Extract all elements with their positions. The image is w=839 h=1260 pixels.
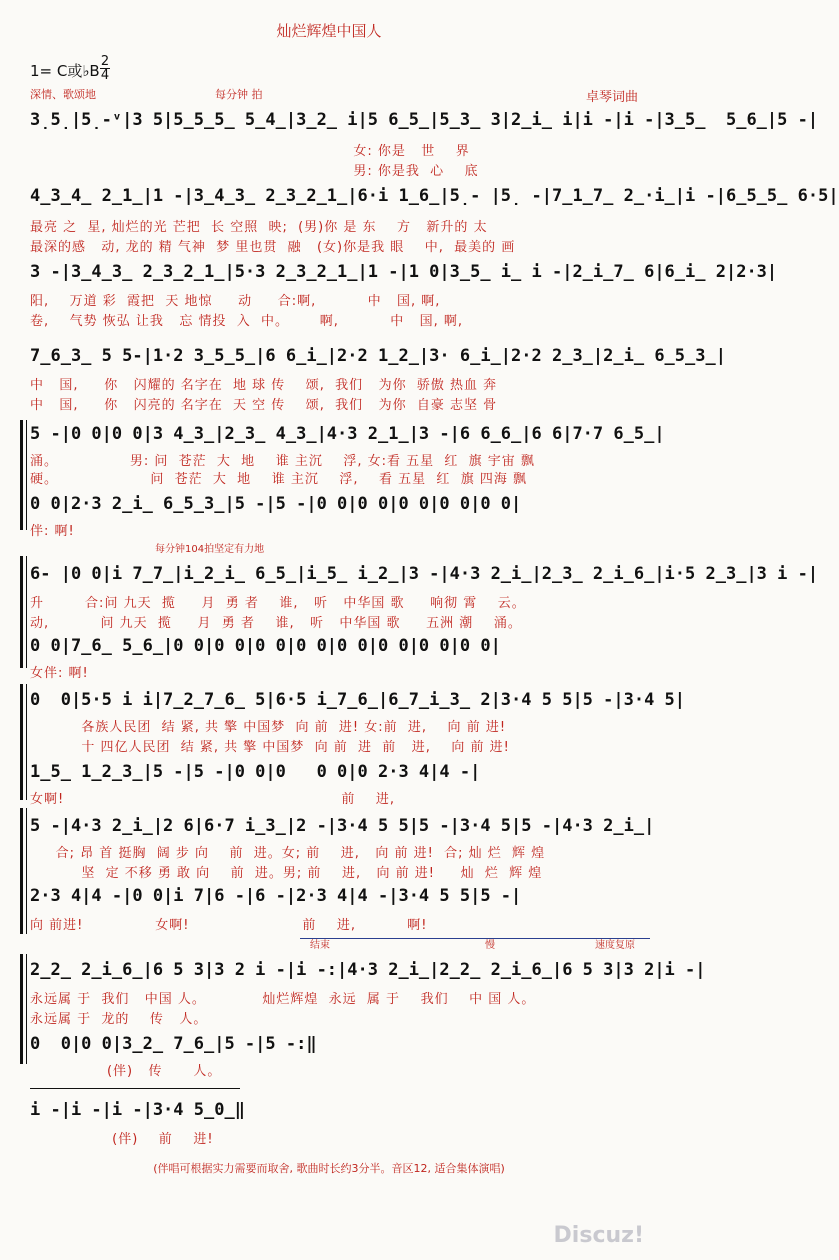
lyric-line-1: 向 前进! 女啊! 前 进, 啊!	[30, 918, 428, 933]
notation-line: 0 0|0 0|3̲2̲ 7̲6̲|5 -|5 -:‖	[30, 1034, 317, 1054]
lyric-line-2: 男: 你是我 心 底	[30, 164, 479, 179]
time-signature-bottom: 4	[100, 68, 110, 83]
lyric-line-1: 女啊! 前 进,	[30, 792, 396, 807]
notation-line: 3 -|3̲4̲3̲ 2̲3̲2̲1̲|5·3 2̲3̲2̲1̲|1 -|1 0|3̲5̲ i̲ i -|2̲i̲7̲ 6|6̲i̲ 2|2·3|	[30, 262, 778, 282]
key-signature: 1= C或♭B	[30, 62, 100, 80]
lyric-line-2: 坚 定 不移 勇 敢 向 前 进。男; 前 进, 向 前 进! 灿 烂 辉 煌	[30, 866, 543, 881]
ending-label-end: 结束	[310, 940, 330, 951]
tempo-mark-2: 每分钟104拍坚定有力地	[155, 544, 265, 555]
slur-line	[30, 1088, 240, 1089]
system-bracket	[20, 684, 29, 800]
lyric-line-1: 涌。 男: 问 苍茫 大 地 谁 主沉 浮, 女:看 五星 红 旗 宇宙 飘	[30, 454, 535, 469]
lyric-line-2: 中 国, 你 闪亮的 名字在 天 空 传 颂, 我们 为你 自豪 志坚 骨	[30, 398, 498, 413]
notation-line: i -|i -|i -|3·4 5̲0̲‖	[30, 1100, 245, 1120]
notation-line: 3̣5̣|5̣-ᵛ|3 5|5̲5̲5̲ 5̲4̲|3̲2̲ i|5 6̲5̲|5̲3̲ 3|2̲i̲ i|i -|i -|3̲5̲ 5̲6̲|5 -|	[30, 110, 819, 130]
system-bracket	[20, 808, 29, 934]
lyric-line-2: 卷, 气势 恢弘 让我 忘 情投 入 中。 啊, 中 国, 啊,	[30, 314, 464, 329]
time-signature	[100, 56, 110, 81]
lyric-line-1: 永远属 于 我们 中国 人。 灿烂辉煌 永远 属 于 我们 中 国 人。	[30, 992, 536, 1007]
notation-line: 6- |0 0|i 7̲7̲|i̲2̲i̲ 6̲5̲|i̲5̲ i̲2̲|3 -|4·3 2̲i̲|2̲3̲ 2̲i̲6̲|i·5 2̲3̲|3 i -|	[30, 564, 819, 584]
lyric-line-1: 女: 你是 世 界	[30, 144, 470, 159]
lyric-line-1: 伴: 啊!	[30, 524, 75, 539]
lyric-line-2: 硬。 问 苍茫 大 地 谁 主沉 浮, 看 五星 红 旗 四海 飘	[30, 472, 527, 487]
lyricist-credit: 卓琴词曲	[585, 90, 638, 105]
system-bracket	[20, 954, 29, 1064]
footnote: (伴唱可根据实力需要而取舍, 歌曲时长约3分半。音区12, 适合集体演唱)	[153, 1162, 505, 1175]
notation-line: 5 -|0 0|0 0|3 4̲3̲|2̲3̲ 4̲3̲|4·3 2̲1̲|3 -|6 6̲6̲|6 6|7·7 6̲5̲|	[30, 424, 665, 444]
notation-line: 0 0|2·3 2̲i̲ 6̲5̲3̲|5 -|5 -|0 0|0 0|0 0|0 0|0 0|	[30, 494, 522, 514]
system-bracket	[20, 420, 29, 530]
lyric-line-1: 升 合:问 九天 揽 月 勇 者 谁, 听 中华国 歌 响彻 霄 云。	[30, 596, 526, 611]
page-title: 灿烂辉煌中国人	[276, 22, 382, 40]
ending-bracket	[300, 938, 650, 949]
ending-label-slow: 慢	[485, 940, 495, 951]
notation-line: 2̲2̲ 2̲i̲6̲|6 5 3|3 2 i -|i -:|4·3 2̲i̲|2̲2̲ 2̲i̲6̲|6 5 3|3 2|i -|	[30, 960, 706, 980]
lyric-line-1: 中 国, 你 闪耀的 名字在 地 球 传 颂, 我们 为你 骄傲 热血 奔	[30, 378, 498, 393]
time-signature-top: 2	[100, 54, 110, 69]
notation-line: 1̲5̲ 1̲2̲3̲|5 -|5 -|0 0|0 0 0|0 2·3 4|4 -|	[30, 762, 481, 782]
lyric-line-1: 各族人民团 结 紧, 共 擎 中国梦 向 前 进! 女:前 进, 向 前 进!	[30, 720, 507, 735]
lyric-line-1: 合; 昂 首 挺胸 阔 步 向 前 进。女; 前 进, 向 前 进! 合; 灿 烂 辉 煌	[30, 846, 546, 861]
notation-line: 5 -|4·3 2̲i̲|2 6|6·7 i̲3̲|2 -|3·4 5 5|5 -|3·4 5|5 -|4·3 2̲i̲|	[30, 816, 655, 836]
tempo-mark: 每分钟 拍	[215, 88, 263, 101]
watermark-logo: Discuz!	[553, 1223, 644, 1248]
lyric-line-2: 十 四亿人民团 结 紧, 共 擎 中国梦 向 前 进 前 进, 向 前 进!	[30, 740, 510, 755]
lyric-line-2: 动, 问 九天 揽 月 勇 者 谁, 听 中华国 歌 五洲 潮 涌。	[30, 616, 522, 631]
notation-line: 7̲6̲3̲ 5 5-|1·2 3̲5̲5̲|6 6̲i̲|2·2 1̲2̲|3· 6̲i̲|2·2 2̲3̲|2̲i̲ 6̲5̲3̲|	[30, 346, 726, 366]
lyric-line-2: 最深的感 动, 龙的 精 气神 梦 里也贯 融 (女)你是我 眼 中, 最美的 画	[30, 240, 516, 255]
system-bracket	[20, 556, 29, 668]
lyric-line-1: 阳, 万道 彩 霞把 天 地惊 动 合:啊, 中 国, 啊,	[30, 294, 441, 309]
lyric-line-1: (伴) 前 进!	[30, 1132, 214, 1147]
notation-line: 0 0|5·5 i i|7̲2̲7̲6̲ 5|6·5 i̲7̲6̲|6̲7̲i̲3̲ 2|3·4 5 5|5 -|3·4 5|	[30, 690, 686, 710]
lyric-line-1: (伴) 传 人。	[30, 1064, 222, 1079]
lyric-line-2: 永远属 于 龙的 传 人。	[30, 1012, 208, 1027]
lyric-line-1: 女伴: 啊!	[30, 666, 89, 681]
ending-label-tempo: 速度复原	[595, 940, 635, 951]
notation-line: 4̲3̲4̲ 2̲1̲|1 -|3̲4̲3̲ 2̲3̲2̲1̲|6·i 1̲6̲|5̣- |5̣ -|7̲1̲7̲ 2̲·i̲|i -|6̲5̲5̲ 6·5|	[30, 186, 839, 206]
notation-line: 0 0|7̲6̲ 5̲6̲|0 0|0 0|0 0|0 0|0 0|0 0|0 0|0 0|	[30, 636, 501, 656]
notation-line: 2·3 4|4 -|0 0|i 7|6 -|6 -|2·3 4|4 -|3·4 5 5|5 -|	[30, 886, 522, 906]
lyric-line-1: 最亮 之 星, 灿烂的光 芒把 长 空照 映; (男)你 是 东 方 新升的 太	[30, 220, 488, 235]
expression-mark: 深情、歌颂地	[30, 88, 96, 101]
